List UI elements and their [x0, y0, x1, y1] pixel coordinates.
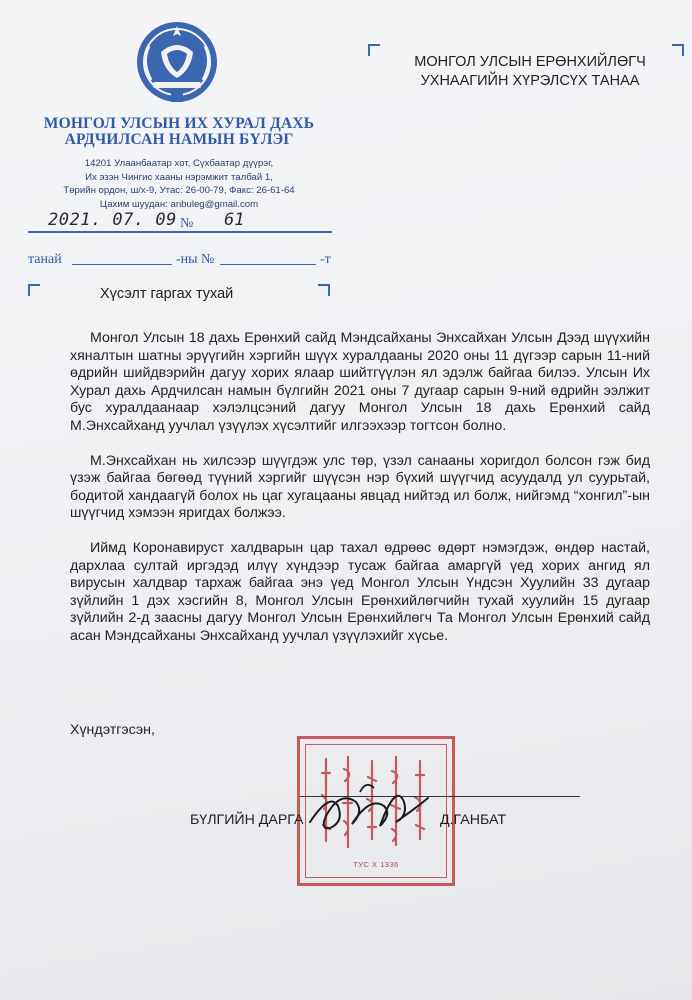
- closing-salutation: Хүндэтгэсэн,: [70, 722, 155, 738]
- ref-blank-2: [220, 264, 316, 265]
- signer-name: Д.ГАНБАТ: [440, 812, 507, 828]
- signer-role: БҮЛГИЙН ДАРГА: [190, 812, 304, 828]
- subject-corner-right: [318, 284, 330, 296]
- org-info-line: Их эзэн Чингис хааны нэрэмжит талбай 1,: [85, 171, 273, 183]
- addressee-line1: МОНГОЛ УЛСЫН ЕРӨНХИЙЛӨГЧ: [414, 54, 646, 70]
- addressee: [380, 53, 680, 91]
- addressee-line2: УХНААГИЙН ХҮРЭЛСҮХ ТАНАА: [420, 73, 640, 89]
- body-paragraph: Монгол Улсын 18 дахь Ерөнхий сайд Мэндсайханы Энхсайхан Улсын Дээд шүүхийн хяналтын шатны эрүүгийн хэргийн шүүх хуралдааны 2020 оны 11 дүгээр сарын 11-ний өдрийн шийдвэрийн дагуу хорих ялаар шийтгүүлэн ял эдэлж байгаа билээ. Улсын Их Хурал дахь Ардчилсан намын бүлгийн 2021 оны 7 дугаар сарын 9-ний өдрийн ээлжит бус хуралдаанаар хэлэлцсэний дагуу Монгол Улсын 18 дахь Ерөнхий сайд М.Энхсайханд уучлал үзүүлэх хүсэлтийг илгээхээр тогтсон болно.: [70, 330, 650, 434]
- state-emblem-icon: [131, 12, 223, 108]
- body-paragraph: М.Энхсайхан нь хилсээр шүүгдэж улс төр, үзэл санааны хоригдол болсон гэж бид үзэж байгаа бөгөөд түүний хэргийг шүүсэн нэр бүхий шүүгчид асуудалд ул суурьтай, бодитой хандаагүй болох нь цаг хугацааны явцад нийтэд ил болж, нийгэмд “хонгил”-ын шүүгчид хэмээн яригдах болжээ.: [70, 452, 650, 522]
- ref-prefix: танай: [28, 252, 62, 267]
- letter-body: [70, 330, 650, 663]
- number-label: №: [180, 216, 194, 231]
- org-info-line: Цахим шуудан: anbuleg@gmail.com: [99, 198, 259, 210]
- org-info-line: Төрийн ордон, ш/х-9, Утас: 26-00-79, Факс: 26-61-64: [63, 185, 295, 197]
- letter-number: 61: [224, 210, 245, 230]
- organization-contact-info: [34, 157, 324, 211]
- org-name-line2: АРДЧИЛСАН НАМЫН БҮЛЭГ: [64, 131, 294, 148]
- subject-corner-left: [28, 284, 40, 296]
- stamp-text: ТУС Х 1336: [353, 860, 399, 869]
- org-name-line1: МОНГОЛ УЛСЫН ИХ ХУРАЛ ДАХЬ: [43, 115, 315, 132]
- letter-date: 2021. 07. 09: [48, 210, 177, 230]
- organization-name: [34, 116, 324, 148]
- addressee-corner-left: [368, 44, 380, 56]
- ref-suffix: -т: [320, 252, 331, 267]
- org-info-line: 14201 Улаанбаатар хот, Сүхбаатар дүүрэг,: [84, 158, 274, 169]
- body-paragraph: Иймд Коронавируст халдварын цар тахал өдрөөс өдөрт нэмэгдэж, өндөр настай, дархлаа султай иргэдэд илүү хүндээр тусаж байгаа амаргүй үед хорих ангид ял вирусын халдвар тархаж байгаа энэ үед Монгол Улсын Үндсэн Хуулийн 33 дугаар зүйлийн 1 дэх хэсгийн 8, Монгол Улсын Ерөнхийлөгчийн тухай хуулийн 15 дугаар зүйлийн 2-д заасны дагуу Монгол Улсын Ерөнхийлөгч Та Монгол Улсын Ерөнхий сайд асан Мэндсайханы Энхсайханд уучлал үзүүлэхийг хүсье.: [70, 539, 650, 644]
- ref-middle: -ны №: [176, 252, 215, 267]
- handwritten-signature: [300, 772, 435, 842]
- date-underline: [28, 231, 332, 233]
- letter-subject: Хүсэлт гаргах тухай: [100, 286, 234, 302]
- ref-blank-1: [72, 264, 172, 265]
